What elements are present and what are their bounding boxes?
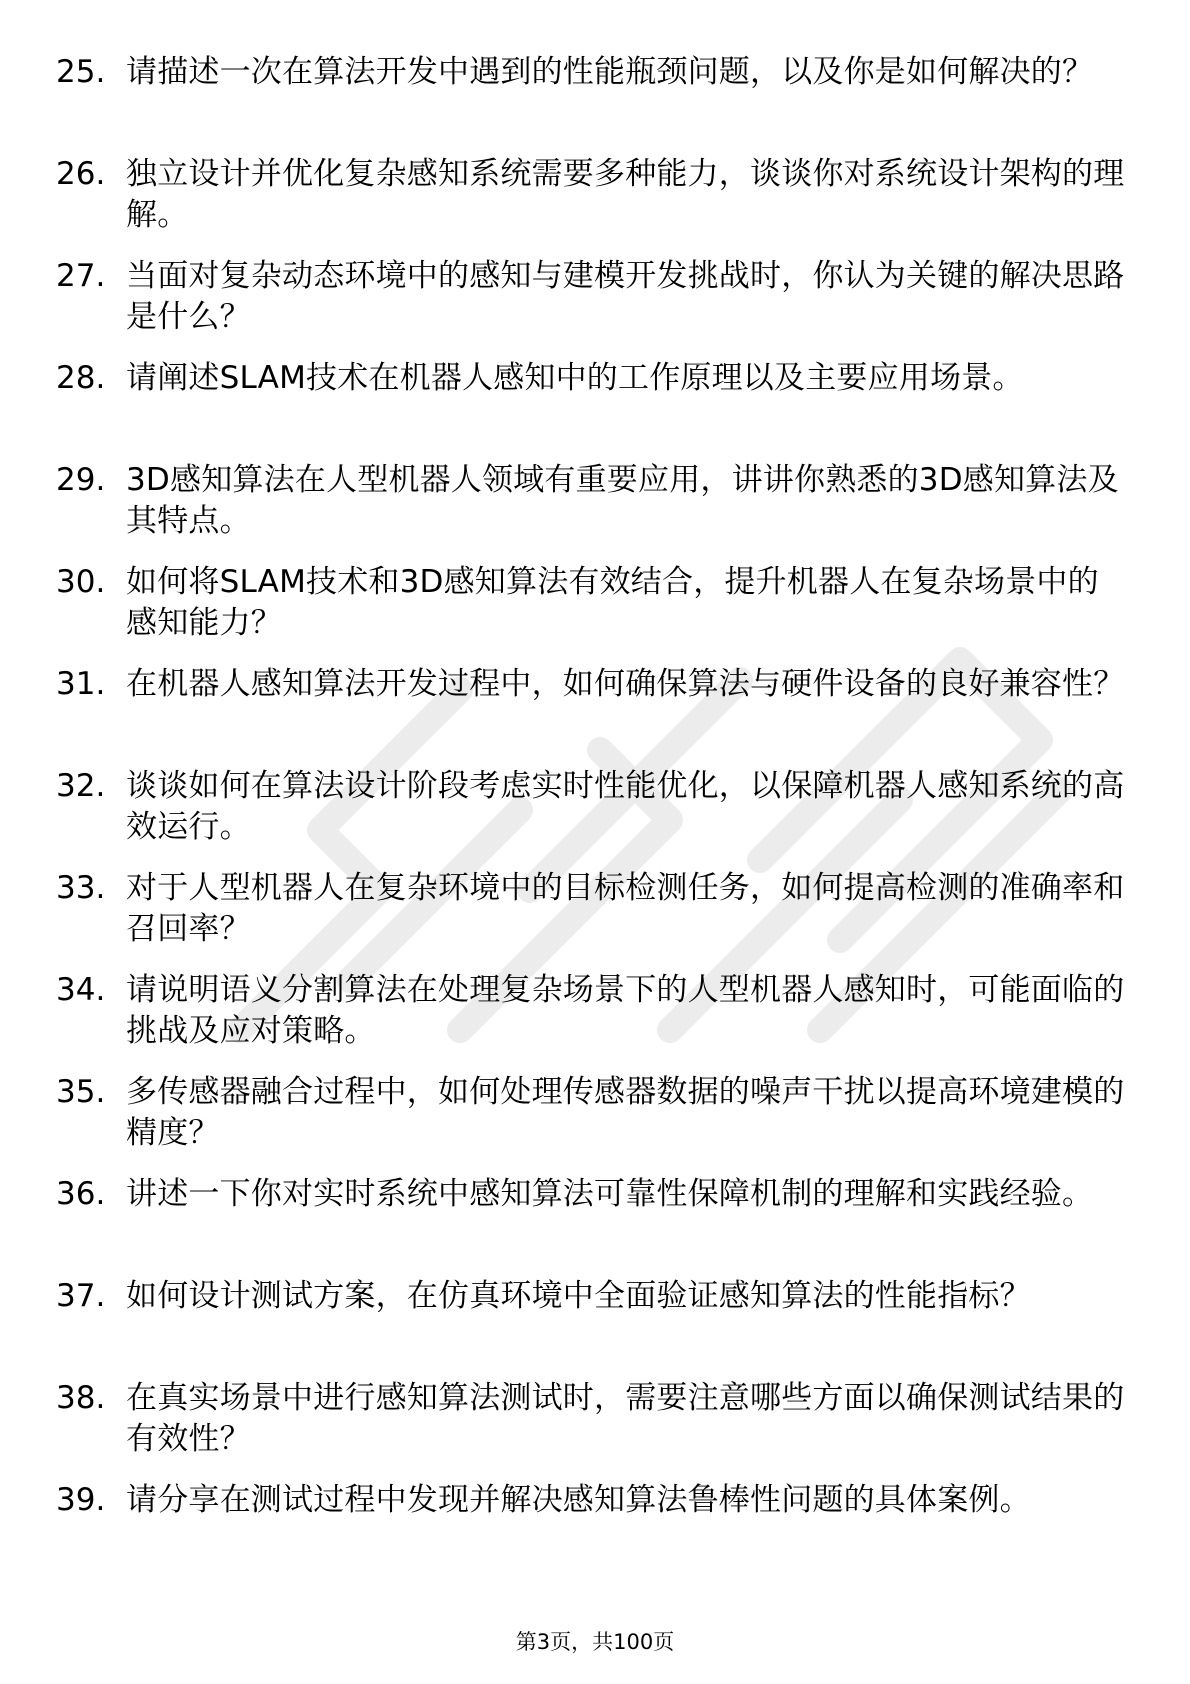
question-item-30: [56, 562, 1136, 664]
question-text: 独立设计并优化复杂感知系统需要多种能力，谈谈你对系统设计架构的理解。: [126, 156, 1125, 233]
question-number: 29.: [56, 462, 106, 498]
question-text: 请阐述SLAM技术在机器人感知中的工作原理以及主要应用场景。: [126, 360, 1024, 396]
question-item-25: [56, 52, 1136, 154]
question-number: 37.: [56, 1278, 106, 1314]
question-text: 当面对复杂动态环境中的感知与建模开发挑战时，你认为关键的解决思路是什么？: [126, 258, 1125, 335]
question-number: 30.: [56, 564, 106, 600]
question-number: 35.: [56, 1074, 106, 1110]
question-text: 对于人型机器人在复杂环境中的目标检测任务，如何提高检测的准确率和召回率？: [126, 870, 1125, 947]
question-item-32: [56, 766, 1136, 868]
question-number: 32.: [56, 768, 106, 804]
question-item-38: [56, 1378, 1136, 1480]
question-text: 如何设计测试方案，在仿真环境中全面验证感知算法的性能指标？: [126, 1278, 1031, 1314]
question-item-33: [56, 868, 1136, 970]
question-number: 25.: [56, 54, 106, 90]
question-text: 多传感器融合过程中，如何处理传感器数据的噪声干扰以提高环境建模的精度？: [126, 1074, 1125, 1151]
question-number: 33.: [56, 870, 106, 906]
question-item-37: [56, 1276, 1136, 1378]
question-text: 请分享在测试过程中发现并解决感知算法鲁棒性问题的具体案例。: [126, 1482, 1031, 1518]
question-number: 28.: [56, 360, 106, 396]
question-item-29: [56, 460, 1136, 562]
question-number: 31.: [56, 666, 106, 702]
question-item-31: [56, 664, 1136, 766]
question-text: 请描述一次在算法开发中遇到的性能瓶颈问题，以及你是如何解决的？: [126, 54, 1094, 90]
question-item-28: [56, 358, 1136, 460]
question-text: 讲述一下你对实时系统中感知算法可靠性保障机制的理解和实践经验。: [126, 1176, 1094, 1212]
question-item-36: [56, 1174, 1136, 1276]
question-text: 在机器人感知算法开发过程中，如何确保算法与硬件设备的良好兼容性？: [126, 666, 1125, 702]
question-number: 27.: [56, 258, 106, 294]
question-text: 如何将SLAM技术和3D感知算法有效结合，提升机器人在复杂场景中的感知能力？: [126, 564, 1099, 641]
question-number: 39.: [56, 1482, 106, 1518]
question-number: 34.: [56, 972, 106, 1008]
question-item-35: [56, 1072, 1136, 1174]
question-text: 请说明语义分割算法在处理复杂场景下的人型机器人感知时，可能面临的挑战及应对策略。: [126, 972, 1125, 1049]
question-number: 38.: [56, 1380, 106, 1416]
question-number: 26.: [56, 156, 106, 192]
question-list: [56, 52, 1136, 1582]
question-number: 36.: [56, 1176, 106, 1212]
page-number-footer: 第3页，共100页: [515, 1630, 675, 1654]
question-item-27: [56, 256, 1136, 358]
question-text: 3D感知算法在人型机器人领域有重要应用，讲讲你熟悉的3D感知算法及其特点。: [126, 462, 1119, 539]
question-text: 谈谈如何在算法设计阶段考虑实时性能优化，以保障机器人感知系统的高效运行。: [126, 768, 1125, 845]
question-text: 在真实场景中进行感知算法测试时，需要注意哪些方面以确保测试结果的有效性？: [126, 1380, 1125, 1457]
question-item-39: [56, 1480, 1136, 1582]
question-item-26: [56, 154, 1136, 256]
question-item-34: [56, 970, 1136, 1072]
